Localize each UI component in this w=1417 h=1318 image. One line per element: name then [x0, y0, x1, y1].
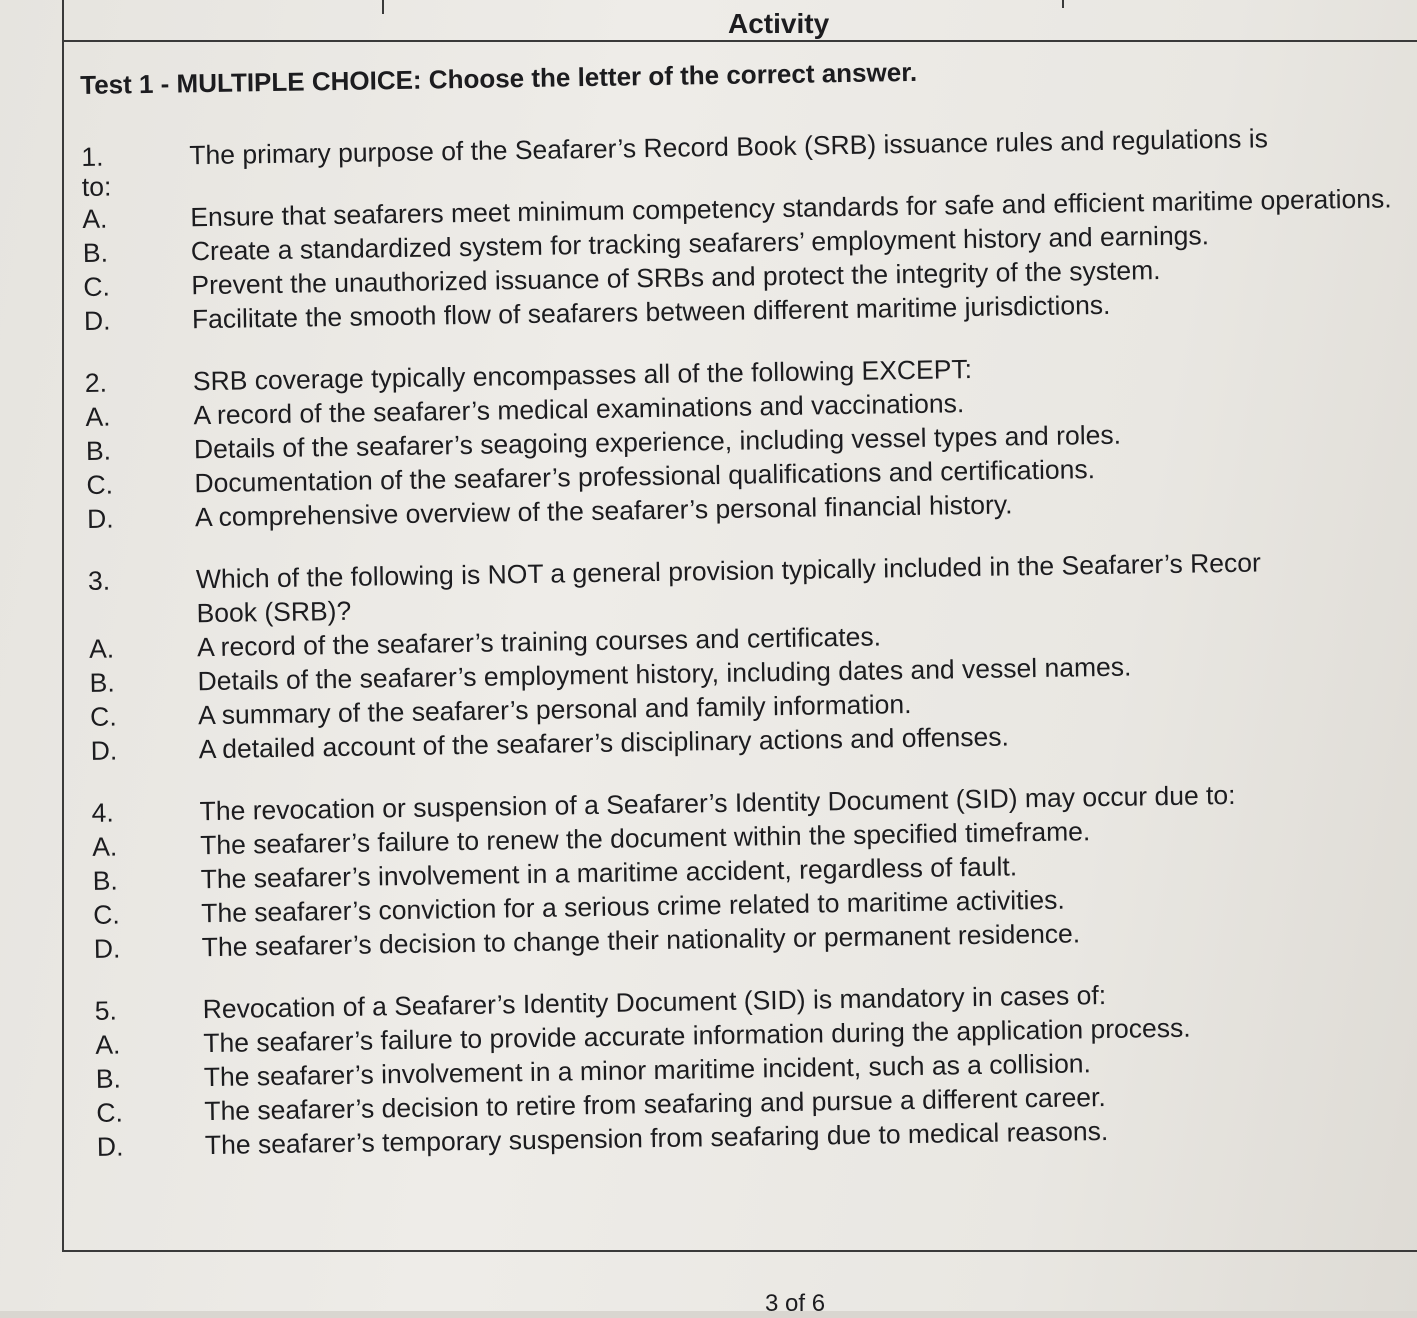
option-letter: C.: [89, 701, 117, 732]
test-heading: Test 1 - MULTIPLE CHOICE: Choose the letter of the correct answer.: [80, 56, 918, 100]
option-letter: D.: [86, 503, 114, 534]
question-number: 4.: [91, 797, 115, 828]
option-text: A record of the seafarer’s medical examinations and vaccinations.: [193, 388, 965, 431]
option-letter: C.: [96, 1097, 124, 1128]
option-letter: A.: [85, 401, 111, 432]
option-letter: A.: [88, 633, 115, 664]
question-number: 5.: [94, 995, 118, 1026]
question-text-tail: to:: [81, 171, 112, 202]
activity-title: Activity: [728, 8, 830, 39]
question-number: 2.: [84, 367, 108, 398]
option-letter: B.: [95, 1063, 122, 1094]
question-1: [81, 119, 1404, 338]
question-number: 1.: [81, 141, 104, 172]
question-content: [80, 49, 1417, 1192]
option-text: The seafarer’s involvement in a minor maritime incident, such as a collision.: [203, 1048, 1092, 1093]
question-text: Which of the following is NOT a general provision typically included in the Seafarer’s Recor: [195, 547, 1262, 595]
question-3: [88, 543, 1411, 768]
option-text: Facilitate the smooth flow of seafarers between different maritime jurisdictions.: [191, 289, 1111, 335]
option-text: The seafarer’s failure to provide accurate information during the application process.: [203, 1012, 1191, 1059]
question-text: The primary purpose of the Seafarer’s Record Book (SRB) issuance rules and regulations is: [189, 123, 1269, 171]
option-text: Prevent the unauthorized issuance of SRBs and protect the integrity of the system.: [191, 255, 1161, 301]
column-divider: [1062, 0, 1064, 8]
option-text: The seafarer’s temporary suspension from seafaring due to medical reasons.: [204, 1115, 1109, 1161]
option-text: Details of the seafarer’s seagoing experience, including vessel types and roles.: [193, 419, 1122, 465]
question-text: Revocation of a Seafarer’s Identity Document (SID) is mandatory in cases of:: [202, 979, 1107, 1025]
option-text: Ensure that seafarers meet minimum competency standards for safe and efficient maritime operations.: [190, 183, 1392, 233]
option-letter: C.: [83, 271, 111, 302]
option-text: Details of the seafarer’s employment history, including dates and vessel names.: [197, 651, 1132, 697]
option-letter: D.: [93, 933, 121, 964]
option-letter: C.: [93, 899, 121, 930]
option-letter: D.: [90, 735, 118, 766]
option-letter: A.: [82, 203, 108, 234]
option-text: Documentation of the seafarer’s professional qualifications and certifications.: [194, 454, 1096, 499]
option-text: A record of the seafarer’s training courses and certificates.: [196, 621, 882, 663]
option-text: The seafarer’s decision to change their nationality or permanent residence.: [201, 918, 1081, 963]
option-letter: C.: [86, 469, 114, 500]
option-text: A detailed account of the seafarer’s disciplinary actions and offenses.: [198, 721, 1010, 765]
option-letter: B.: [89, 667, 115, 698]
option-text: Create a standardized system for tracking seafarers’ employment history and earnings.: [190, 220, 1210, 267]
question-text: The revocation or suspension of a Seafarer’s Identity Document (SID) may occur due to:: [199, 779, 1236, 827]
option-text: A comprehensive overview of the seafarer’s personal financial history.: [194, 489, 1013, 533]
option-letter: D.: [96, 1131, 124, 1162]
question-4: [91, 775, 1414, 966]
question-text-line2: Book (SRB)?: [196, 595, 352, 629]
option-text: The seafarer’s decision to retire from seafaring and pursue a different career.: [204, 1082, 1106, 1127]
question-2: [85, 345, 1408, 536]
option-text: The seafarer’s failure to renew the document within the specified timeframe.: [199, 816, 1091, 861]
option-text: The seafarer’s conviction for a serious crime related to maritime activities.: [201, 884, 1065, 929]
option-letter: A.: [91, 831, 118, 862]
question-5: [95, 973, 1417, 1164]
option-letter: B.: [82, 237, 109, 268]
option-letter: A.: [95, 1029, 121, 1060]
page-number: 3 of 6: [765, 1290, 826, 1317]
option-text: A summary of the seafarer’s personal and family information.: [197, 689, 912, 731]
question-text: SRB coverage typically encompasses all of the following EXCEPT:: [192, 354, 973, 397]
option-letter: B.: [92, 865, 119, 896]
question-number: 3.: [87, 565, 111, 596]
option-letter: D.: [83, 305, 111, 336]
option-text: The seafarer’s involvement in a maritime accident, regardless of fault.: [200, 851, 1018, 895]
option-letter: B.: [85, 435, 112, 466]
column-divider: [382, 0, 384, 14]
